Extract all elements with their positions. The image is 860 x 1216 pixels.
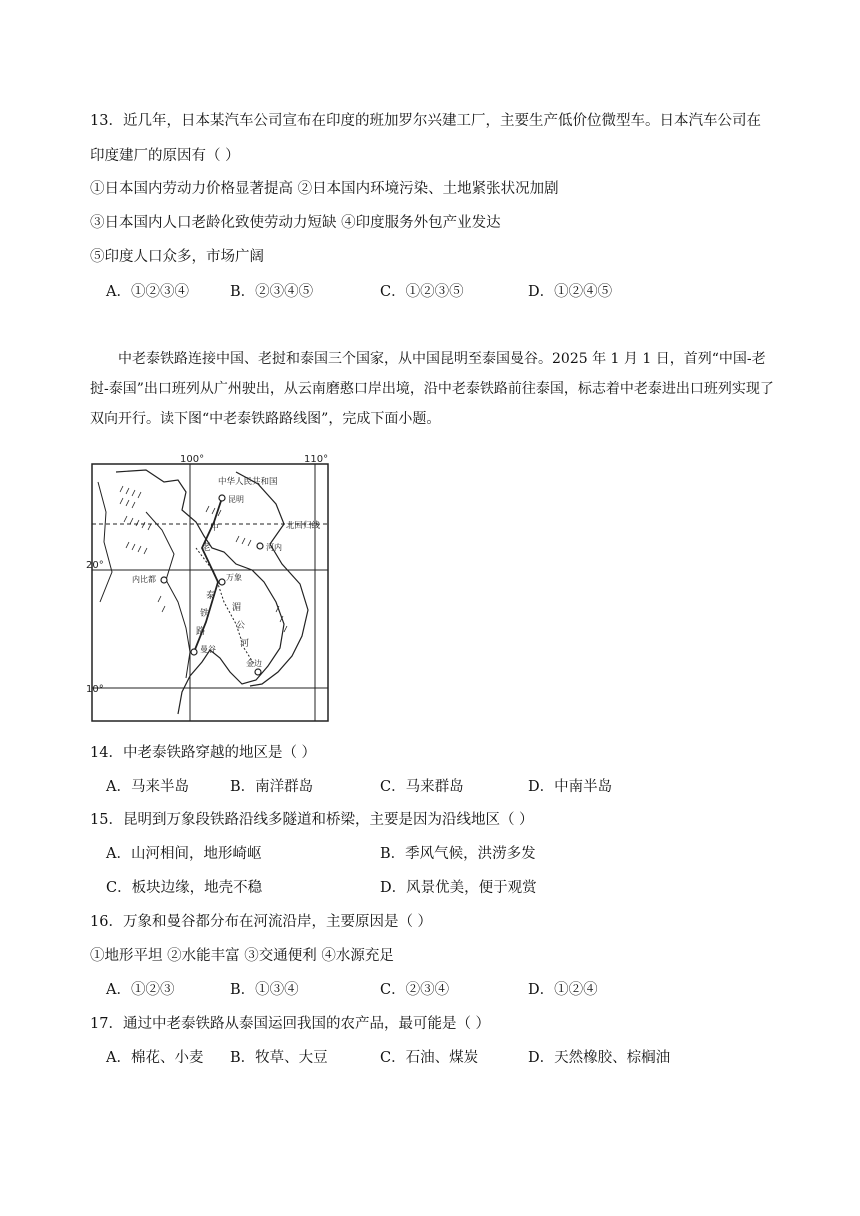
label-lat-10: 10° xyxy=(86,684,104,695)
q13-option-b: B．②③④⑤ xyxy=(230,284,314,300)
label-route-1: 中 xyxy=(210,523,220,533)
q16-items: ①地形平坦 ②水能丰富 ③交通便利 ④水源充足 xyxy=(90,948,394,964)
label-hanoi: 河内 xyxy=(266,543,282,552)
q14-option-c: C．马来群岛 xyxy=(380,779,464,795)
label-river-1: 湄 xyxy=(232,603,242,613)
q16-option-c: C．②③④ xyxy=(380,982,450,998)
q13-item-line2: ③日本国内人口老龄化致使劳动力短缺 ④印度服务外包产业发达 xyxy=(90,215,501,231)
label-route-4: 铁 xyxy=(200,609,210,619)
label-river-2: 公 xyxy=(236,621,246,631)
city-hanoi-dot xyxy=(257,543,263,549)
label-river-3: 河 xyxy=(240,639,250,649)
q17-option-a: A．棉花、小麦 xyxy=(106,1050,204,1066)
q15-option-b: B．季风气候，洪涝多发 xyxy=(380,846,536,862)
route-map xyxy=(86,452,336,727)
q16-option-b: B．①③④ xyxy=(230,982,299,998)
q14-option-a: A．马来半岛 xyxy=(106,779,189,795)
label-kunming: 昆明 xyxy=(228,495,244,504)
city-phnompenh-dot xyxy=(255,669,261,675)
q13-option-c: C．①②③⑤ xyxy=(380,284,464,300)
q17-option-b: B．牧草、大豆 xyxy=(230,1050,328,1066)
q13-item-line1: ①日本国内劳动力价格显著提高 ②日本国内环境污染、土地紧张状况加剧 xyxy=(90,181,559,197)
q14-option-b: B．南洋群岛 xyxy=(230,779,314,795)
label-route-3: 泰 xyxy=(206,591,216,601)
q16-option-a: A．①②③ xyxy=(106,982,175,998)
label-naypyidaw: 内比都 xyxy=(132,575,156,584)
q13-option-a: A．①②③④ xyxy=(106,284,189,300)
label-tropic: 北回归线 xyxy=(286,521,321,531)
label-phnompenh: 金边 xyxy=(246,659,262,668)
label-lon-110: 110° xyxy=(304,454,329,465)
q16-option-d: D．①②④ xyxy=(528,982,598,998)
q14-stem: 14．中老泰铁路穿越的地区是（ ） xyxy=(90,745,317,761)
label-china: 中华人民共和国 xyxy=(218,477,278,487)
q17-option-d: D．天然橡胶、棕榈油 xyxy=(528,1050,671,1066)
q15-stem: 15．昆明到万象段铁路沿线多隧道和桥梁，主要是因为沿线地区（ ） xyxy=(90,812,534,828)
q14-option-d: D．中南半岛 xyxy=(528,779,613,795)
label-route-2: 老 xyxy=(202,543,212,553)
label-bangkok: 曼谷 xyxy=(200,645,216,654)
q13-option-d: D．①②④⑤ xyxy=(528,284,613,300)
city-naypyidaw-dot xyxy=(161,577,167,583)
q16-stem: 16．万象和曼谷都分布在河流沿岸，主要原因是（ ） xyxy=(90,914,433,930)
q17-stem: 17．通过中老泰铁路从泰国运回我国的农产品，最可能是（ ） xyxy=(90,1016,491,1032)
city-vientiane-dot xyxy=(219,579,225,585)
q15-option-c: C．板块边缘，地壳不稳 xyxy=(106,880,263,896)
q15-option-a: A．山河相间，地形崎岖 xyxy=(106,846,262,862)
city-kunming-dot xyxy=(219,495,225,501)
q13-stem-line2: 印度建厂的原因有（ ） xyxy=(90,148,240,164)
label-lat-20: 20° xyxy=(86,560,104,571)
intro-passage: 中老泰铁路连接中国、老挝和泰国三个国家，从中国昆明至泰国曼谷。2025 年 1 月 1 日，首列“中国-老挝-泰国”出口班列从广州驶出，从云南磨憨口岸出境，沿中老泰铁路前往泰国，标志着中老泰进出口班列实现了双向开行。读下图“中老泰铁路路线图”，完成下面小题。 xyxy=(90,351,774,427)
label-lon-100: 100° xyxy=(180,454,205,465)
label-vientiane: 万象 xyxy=(226,573,242,582)
q17-option-c: C．石油、煤炭 xyxy=(380,1050,479,1066)
q15-option-d: D．风景优美，便于观赏 xyxy=(380,880,537,896)
q13-stem-line1: 13．近几年，日本某汽车公司宣布在印度的班加罗尔兴建工厂，主要生产低价位微型车。日本汽车公司在 xyxy=(90,113,761,129)
label-route-5: 路 xyxy=(196,627,206,637)
q13-item-line3: ⑤印度人口众多，市场广阔 xyxy=(90,249,264,265)
city-bangkok-dot xyxy=(191,649,197,655)
